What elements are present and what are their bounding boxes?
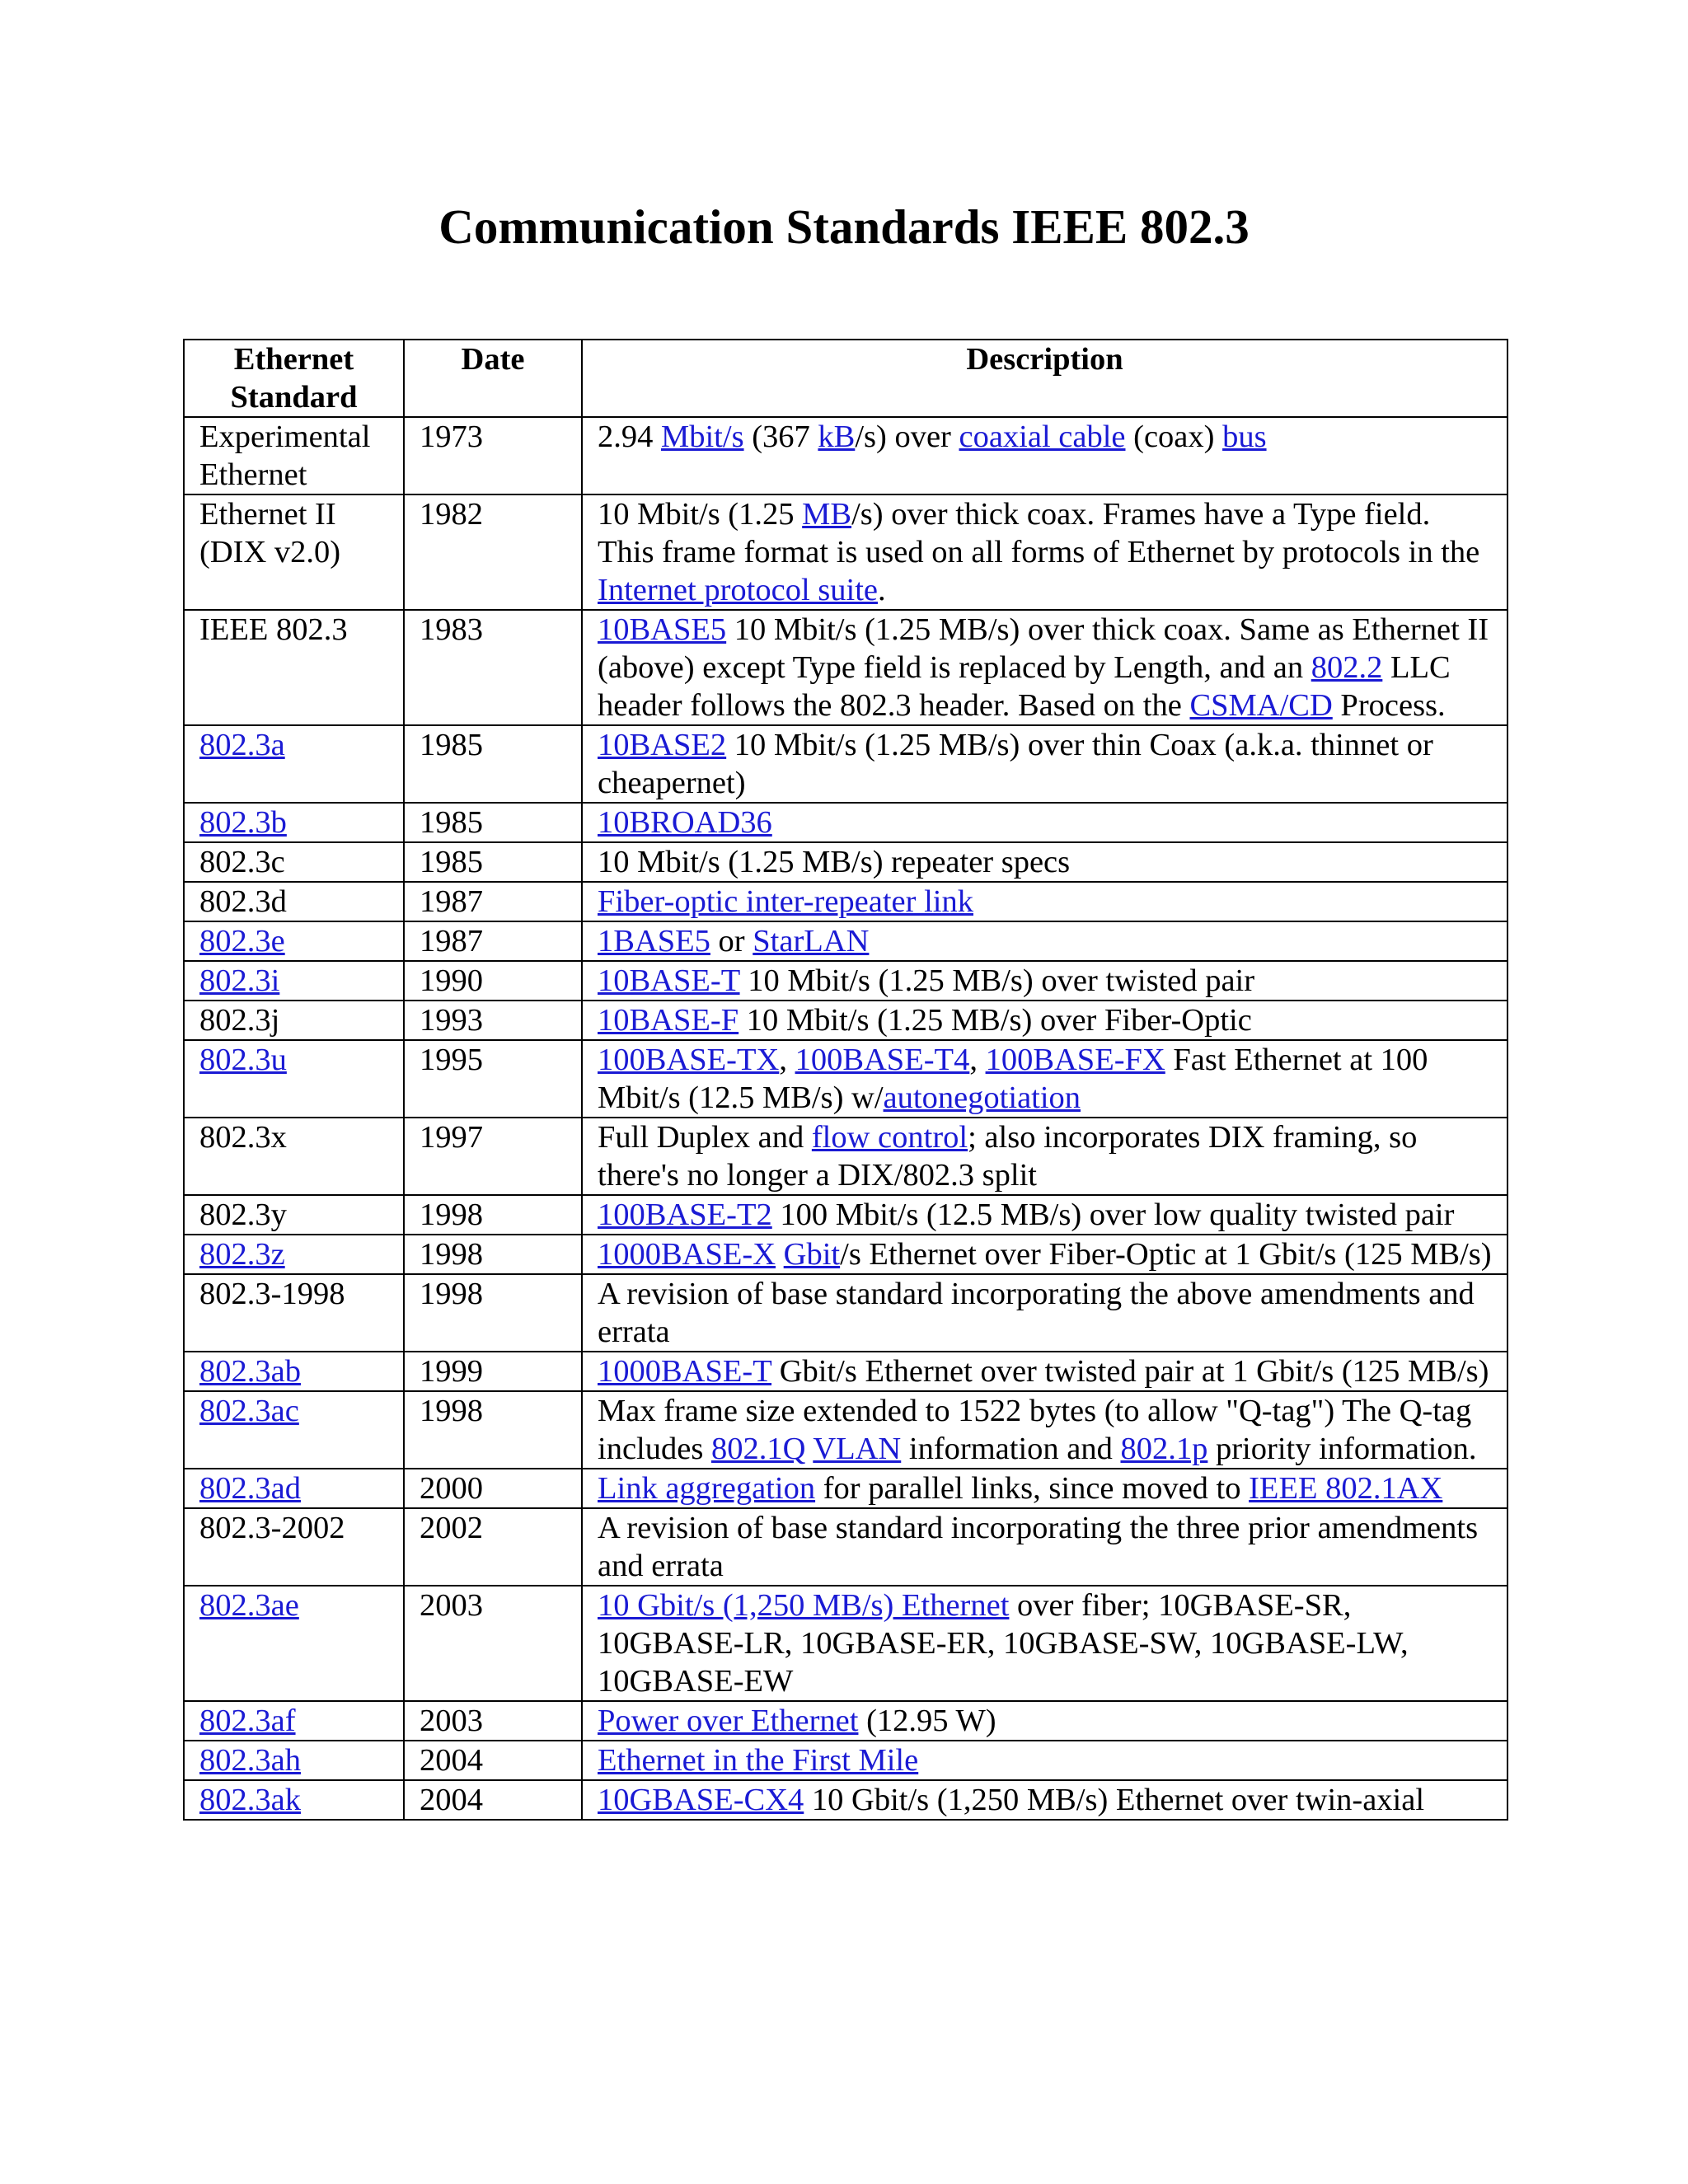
table-row (184, 494, 1507, 610)
text-segment: information and (901, 1432, 1121, 1466)
cell-description (582, 1701, 1507, 1741)
cell-standard (184, 1508, 404, 1586)
link[interactable]: Mbit/s (661, 419, 744, 454)
link[interactable]: coaxial cable (959, 419, 1126, 454)
standards-table (183, 339, 1508, 1821)
text-segment (805, 1432, 813, 1466)
cell-description (582, 1352, 1507, 1391)
link[interactable]: 802.3b (199, 805, 287, 840)
cell-date: 1993 (404, 1001, 582, 1040)
cell-date: 1985 (404, 803, 582, 842)
cell-standard (184, 494, 404, 610)
cell-description (582, 1118, 1507, 1195)
cell-standard (184, 1195, 404, 1235)
link[interactable]: 1000BASE-X (598, 1237, 776, 1272)
text-segment: Experimental Ethernet (199, 419, 371, 492)
cell-date: 1998 (404, 1391, 582, 1469)
link[interactable]: 802.3ae (199, 1588, 299, 1623)
cell-description (582, 1586, 1507, 1701)
text-segment: over fiber; 10GBASE-SR, 10GBASE-LR, 10GBASE-ER, 10GBASE-SW, 10GBASE-LW, 10GBASE-EW (598, 1588, 1409, 1699)
link[interactable]: 10GBASE-CX4 (598, 1783, 804, 1817)
text-segment: /s Ethernet over Fiber-Optic at 1 Gbit/s (125 MB/s) (840, 1237, 1492, 1272)
table-body (184, 417, 1507, 1820)
cell-description (582, 1235, 1507, 1274)
cell-standard (184, 842, 404, 882)
cell-description (582, 610, 1507, 725)
link[interactable]: 100BASE-T2 (598, 1197, 772, 1232)
link[interactable]: 10 Gbit/s (1,250 MB/s) Ethernet (598, 1588, 1010, 1623)
link[interactable]: Fiber-optic inter-repeater link (598, 884, 973, 919)
link[interactable]: kB (818, 419, 856, 454)
cell-description (582, 921, 1507, 961)
link[interactable]: 802.3ah (199, 1743, 301, 1778)
cell-date: 2003 (404, 1701, 582, 1741)
text-segment: 10 Mbit/s (1.25 MB/s) over thin Coax (a.k.a. thinnet or cheapernet) (598, 728, 1433, 800)
cell-standard (184, 1001, 404, 1040)
text-segment: Process. (1332, 688, 1446, 723)
text-segment: 802.3-2002 (199, 1511, 345, 1545)
cell-date: 1990 (404, 961, 582, 1001)
text-segment: LLC header follows the 802.3 header. Based on the (598, 650, 1451, 723)
cell-description (582, 842, 1507, 882)
table-row (184, 882, 1507, 921)
table-row (184, 1391, 1507, 1469)
link[interactable]: StarLAN (753, 924, 870, 958)
text-segment: Full Duplex and (598, 1120, 812, 1155)
link[interactable]: 100BASE-TX (598, 1043, 780, 1077)
text-segment: Fast Ethernet at 100 Mbit/s (12.5 MB/s) w/ (598, 1043, 1428, 1115)
text-segment: 802.3x (199, 1120, 287, 1155)
cell-standard (184, 1040, 404, 1118)
text-segment: 802.3c (199, 845, 285, 879)
text-segment: (coax) (1125, 419, 1223, 454)
link[interactable]: 100BASE-T4 (795, 1043, 970, 1077)
text-segment: 802.3j (199, 1003, 280, 1038)
text-segment (776, 1237, 784, 1272)
text-segment: 10 Mbit/s (1.25 MB/s) over thick coax. Same as Ethernet II (above) except Type field is replaced by Length, and an (598, 612, 1489, 685)
cell-date: 2000 (404, 1469, 582, 1508)
cell-description (582, 961, 1507, 1001)
text-segment: ; also incorporates DIX framing, so there's no longer a DIX/802.3 split (598, 1120, 1418, 1193)
text-segment: (12.95 W) (858, 1704, 996, 1738)
text-segment: 10 Mbit/s (1.25 MB/s) over twisted pair (739, 963, 1255, 998)
link[interactable]: 802.2 (1311, 650, 1383, 685)
table-row (184, 842, 1507, 882)
link[interactable]: 802.3ad (199, 1471, 301, 1506)
text-segment: /s) over thick coax. Frames have a Type field. This frame format is used on all forms of Ethernet by protocols in the (598, 497, 1480, 569)
cell-standard (184, 1469, 404, 1508)
link[interactable]: 802.1p (1120, 1432, 1208, 1466)
link[interactable]: CSMA/CD (1189, 688, 1333, 723)
cell-standard (184, 1391, 404, 1469)
link[interactable]: 1000BASE-T (598, 1354, 772, 1389)
cell-description (582, 1508, 1507, 1586)
cell-date: 1997 (404, 1118, 582, 1195)
link[interactable]: Gbit (783, 1237, 841, 1272)
cell-date: 1985 (404, 725, 582, 803)
cell-standard (184, 1274, 404, 1352)
cell-standard (184, 1352, 404, 1391)
link[interactable]: IEEE 802.1AX (1249, 1471, 1443, 1506)
link[interactable]: Ethernet in the First Mile (598, 1743, 919, 1778)
cell-date: 1999 (404, 1352, 582, 1391)
link[interactable]: 802.3i (199, 963, 280, 998)
link[interactable]: Internet protocol suite (598, 573, 878, 607)
link[interactable]: bus (1222, 419, 1267, 454)
header-date: Date (404, 340, 582, 417)
cell-description (582, 1274, 1507, 1352)
cell-standard (184, 417, 404, 494)
table-row (184, 725, 1507, 803)
text-segment: IEEE 802.3 (199, 612, 348, 647)
text-segment: for parallel links, since moved to (815, 1471, 1250, 1506)
text-segment: Gbit/s Ethernet over twisted pair at 1 Gbit/s (125 MB/s) (771, 1354, 1489, 1389)
cell-description (582, 725, 1507, 803)
table-row (184, 1741, 1507, 1780)
text-segment: A revision of base standard incorporating the above amendments and errata (598, 1277, 1475, 1349)
text-segment: 100 Mbit/s (12.5 MB/s) over low quality twisted pair (771, 1197, 1455, 1232)
table-row (184, 1586, 1507, 1701)
cell-description (582, 882, 1507, 921)
cell-standard (184, 725, 404, 803)
cell-date: 1982 (404, 494, 582, 610)
text-segment: , (969, 1043, 986, 1077)
link[interactable]: 1BASE5 (598, 924, 710, 958)
link[interactable]: 10BASE2 (598, 728, 727, 762)
cell-description (582, 417, 1507, 494)
table-row (184, 1469, 1507, 1508)
link[interactable]: 802.3u (199, 1043, 287, 1077)
link[interactable]: 802.3ab (199, 1354, 301, 1389)
table-row (184, 803, 1507, 842)
table-row (184, 1701, 1507, 1741)
text-segment: 802.3d (199, 884, 287, 919)
cell-standard (184, 921, 404, 961)
table-row (184, 1508, 1507, 1586)
table-row (184, 1118, 1507, 1195)
link[interactable]: flow control (811, 1120, 968, 1155)
cell-date: 2002 (404, 1508, 582, 1586)
text-segment: 10 Mbit/s (1.25 (598, 497, 803, 532)
link[interactable]: 802.3z (199, 1237, 285, 1272)
link[interactable]: Link aggregation (598, 1471, 816, 1506)
cell-standard (184, 1586, 404, 1701)
table-row (184, 1780, 1507, 1820)
cell-description (582, 1741, 1507, 1780)
text-segment: 10 Gbit/s (1,250 MB/s) Ethernet over twin-axial (804, 1783, 1425, 1817)
text-segment: , (779, 1043, 795, 1077)
cell-description (582, 1780, 1507, 1820)
text-segment: 10 Mbit/s (1.25 MB/s) over Fiber-Optic (738, 1003, 1252, 1038)
cell-standard (184, 610, 404, 725)
table-row (184, 1274, 1507, 1352)
link[interactable]: 802.3af (199, 1704, 296, 1738)
cell-description (582, 1001, 1507, 1040)
cell-date: 1987 (404, 921, 582, 961)
text-segment: 2.94 (598, 419, 661, 454)
cell-description (582, 494, 1507, 610)
text-segment: priority information. (1207, 1432, 1477, 1466)
header-description: Description (582, 340, 1507, 417)
link[interactable]: 10BROAD36 (598, 805, 772, 840)
table-row (184, 610, 1507, 725)
link[interactable]: 10BASE-F (598, 1003, 739, 1038)
text-segment: 802.3-1998 (199, 1277, 345, 1311)
cell-description (582, 1040, 1507, 1118)
cell-date: 1998 (404, 1274, 582, 1352)
link[interactable]: 802.3a (199, 728, 285, 762)
cell-date: 1983 (404, 610, 582, 725)
link[interactable]: autonegotiation (883, 1080, 1081, 1115)
link[interactable]: VLAN (813, 1432, 902, 1466)
cell-date: 2003 (404, 1586, 582, 1701)
table-row (184, 1235, 1507, 1274)
text-segment: 10 Mbit/s (1.25 MB/s) repeater specs (598, 845, 1071, 879)
text-segment: . (877, 573, 886, 607)
table-row (184, 1195, 1507, 1235)
link[interactable]: MB (802, 497, 852, 532)
table-header-row (184, 340, 1507, 417)
text-segment: Ethernet II (DIX v2.0) (199, 497, 341, 569)
table-row (184, 961, 1507, 1001)
text-segment: A revision of base standard incorporating the three prior amendments and errata (598, 1511, 1479, 1583)
cell-standard (184, 1741, 404, 1780)
table-row (184, 417, 1507, 494)
text-segment: Max frame size extended to 1522 bytes (to allow "Q-tag") The Q-tag includes (598, 1394, 1472, 1466)
cell-description (582, 1469, 1507, 1508)
page-title: Communication Standards IEEE 802.3 (438, 199, 1250, 254)
link[interactable]: 10BASE-T (598, 963, 740, 998)
cell-standard (184, 1780, 404, 1820)
text-segment: (367 (743, 419, 818, 454)
cell-standard (184, 961, 404, 1001)
cell-standard (184, 1235, 404, 1274)
cell-standard (184, 803, 404, 842)
header-ethernet-standard: Ethernet Standard (184, 340, 404, 417)
cell-standard (184, 1701, 404, 1741)
cell-standard (184, 1118, 404, 1195)
link[interactable]: 10BASE5 (598, 612, 727, 647)
cell-date: 2004 (404, 1741, 582, 1780)
cell-description (582, 1391, 1507, 1469)
text-segment: 802.3y (199, 1197, 287, 1232)
link[interactable]: 100BASE-FX (985, 1043, 1165, 1077)
link[interactable]: 802.3ac (199, 1394, 299, 1428)
cell-date: 1985 (404, 842, 582, 882)
table-row (184, 1040, 1507, 1118)
table-row (184, 1352, 1507, 1391)
cell-date: 1998 (404, 1195, 582, 1235)
cell-date: 1998 (404, 1235, 582, 1274)
text-segment: or (710, 924, 753, 958)
cell-standard (184, 882, 404, 921)
link[interactable]: 802.3e (199, 924, 285, 958)
text-segment: /s) over (855, 419, 959, 454)
cell-date: 1987 (404, 882, 582, 921)
link[interactable]: Power over Ethernet (598, 1704, 859, 1738)
link[interactable]: 802.3ak (199, 1783, 301, 1817)
cell-date: 1973 (404, 417, 582, 494)
cell-date: 2004 (404, 1780, 582, 1820)
cell-description (582, 1195, 1507, 1235)
table-row (184, 1001, 1507, 1040)
table-row (184, 921, 1507, 961)
link[interactable]: 802.1Q (710, 1432, 806, 1466)
cell-date: 1995 (404, 1040, 582, 1118)
cell-description (582, 803, 1507, 842)
